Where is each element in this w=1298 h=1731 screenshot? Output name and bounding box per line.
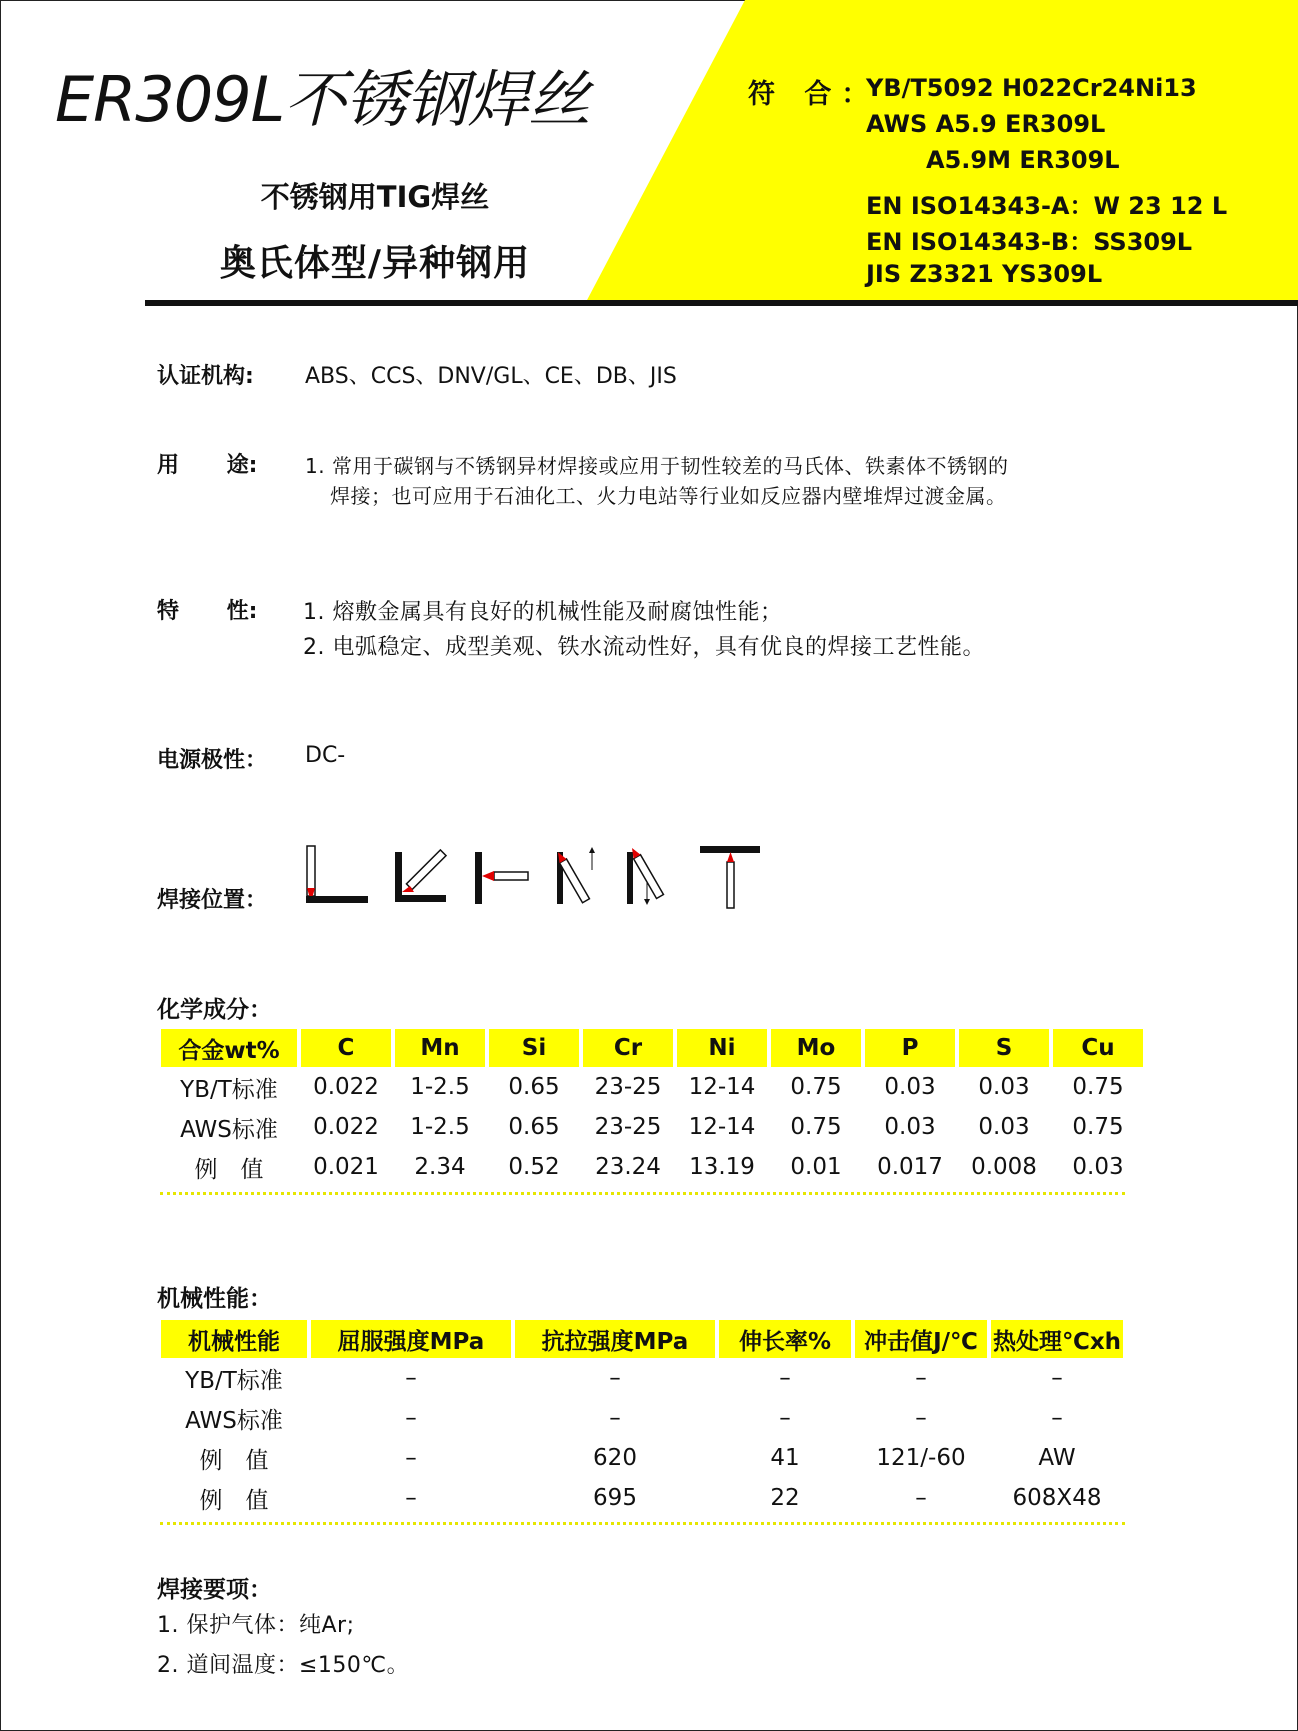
table-cell: 0.017 [877,1154,943,1180]
table-cell: 0.03 [884,1074,936,1100]
column-header: Ni [677,1029,767,1067]
standard-line: EN ISO14343-B：SS309L [866,228,1193,256]
table-cell: 0.022 [313,1074,379,1100]
table-row [161,1478,1123,1518]
standards-label: 符 合： [748,79,879,110]
polarity-label: 电源极性： [157,748,268,773]
column-header: 合金wt% [161,1029,297,1067]
features-label: 特 性: [157,599,258,624]
table-cell: 0.75 [1072,1114,1124,1140]
column-header: Cr [583,1029,673,1067]
table-cell: 0.52 [508,1154,560,1180]
table-cell: 2.34 [414,1154,466,1180]
table-cell: 13.19 [689,1154,755,1180]
table-cell: – [779,1405,791,1431]
table-cell: 121/-60 [876,1445,966,1471]
table-cell: 0.01 [790,1154,842,1180]
table-cell: 1-2.5 [410,1074,470,1100]
table-cell: 0.021 [313,1154,379,1180]
column-header: Mn [395,1029,485,1067]
table-cell: 0.03 [978,1074,1030,1100]
standard-line: AWS A5.9 ER309L [866,110,1106,138]
column-header: 屈服强度MPa [311,1320,511,1358]
standard-line: YB/T5092 H022Cr24Ni13 [866,74,1197,102]
table-cell: 0.022 [313,1114,379,1140]
column-header: Si [489,1029,579,1067]
column-header: 伸长率% [719,1320,851,1358]
table-cell: AWS标准 [180,1116,278,1143]
column-header: P [865,1029,955,1067]
table-cell: 0.75 [790,1074,842,1100]
vertical-down-icon [627,846,663,905]
table-cell: 22 [770,1485,800,1511]
standard-line: JIS Z3321 YS309L [866,260,1103,288]
table-row [161,1147,1143,1187]
product-title: ER309L不锈钢焊丝 [55,63,590,136]
table-cell: 0.03 [884,1114,936,1140]
table-cell: – [609,1365,621,1391]
header-divider [145,300,1298,306]
table-cell: 12-14 [688,1114,756,1140]
table-cell: 0.03 [978,1114,1030,1140]
horizontal-position-icon [475,852,528,904]
column-header: 冲击值J/℃ [855,1320,987,1358]
standard-line: EN ISO14343-A：W 23 12 L [866,192,1228,220]
table-cell: 例 值 [199,1447,269,1474]
table-cell: 0.65 [508,1114,560,1140]
table-cell: – [779,1365,791,1391]
table-cell: – [915,1485,927,1511]
table-cell: – [915,1405,927,1431]
table-cell: – [1051,1405,1063,1431]
table-cell: AWS标准 [185,1407,283,1434]
table-cell: – [915,1365,927,1391]
certification-value: ABS、CCS、DNV/GL、CE、DB、JIS [305,364,677,389]
table-cell: 23-25 [594,1074,662,1100]
table-cell: 695 [593,1485,637,1511]
table-dotted-rule [160,1192,1125,1195]
chemistry-table [157,1029,1147,1187]
table-cell: – [405,1365,417,1391]
table-row [161,1067,1143,1107]
table-cell: 620 [593,1445,637,1471]
vertical-up-icon [555,847,595,904]
column-header: 抗拉强度MPa [515,1320,715,1358]
table-row [161,1438,1123,1478]
table-cell: – [405,1405,417,1431]
column-header: S [959,1029,1049,1067]
column-header: Cu [1053,1029,1143,1067]
table-cell: 1-2.5 [410,1114,470,1140]
feature-line: 2. 电弧稳定、成型美观、铁水流动性好，具有优良的焊接工艺性能。 [303,635,985,660]
table-row [161,1358,1123,1398]
table-cell: 608X48 [1012,1485,1102,1511]
table-cell: 0.65 [508,1074,560,1100]
column-header: 热处理℃xh [991,1320,1123,1358]
table-row [161,1107,1143,1147]
polarity-value: DC- [305,743,346,768]
table-cell: 0.008 [971,1154,1037,1180]
table-header-row [161,1320,1123,1358]
usage-label: 用 途: [157,453,258,478]
product-subtitle: 不锈钢用TIG焊丝 [260,180,490,214]
mechanical-title: 机械性能： [157,1286,272,1312]
table-cell: YB/T标准 [180,1076,278,1103]
mechanical-table [157,1320,1127,1518]
welding-positions [302,844,772,914]
table-header-row [161,1029,1143,1067]
table-dotted-rule [160,1522,1125,1525]
note-item: 1. 保护气体：纯Ar; [157,1613,355,1638]
table-cell: 0.03 [1072,1154,1124,1180]
overhead-position-icon [700,846,760,908]
table-cell: – [609,1405,621,1431]
table-cell: 41 [770,1445,800,1471]
table-cell: 0.75 [1072,1074,1124,1100]
table-cell: 23-25 [594,1114,662,1140]
notes-title: 焊接要项： [157,1577,272,1603]
horizontal-fillet-icon [395,850,446,902]
note-item: 2. 道间温度：≤150℃。 [157,1653,410,1678]
table-cell: 12-14 [688,1074,756,1100]
feature-line: 1. 熔敷金属具有良好的机械性能及耐腐蚀性能； [303,600,783,625]
table-cell: 0.75 [790,1114,842,1140]
table-cell: YB/T标准 [185,1367,283,1394]
table-cell: 例 值 [194,1156,264,1183]
certification-label: 认证机构: [157,364,254,389]
table-cell: 23.24 [595,1154,661,1180]
chemistry-title: 化学成分： [157,997,272,1023]
standard-line: A5.9M ER309L [926,146,1120,174]
table-cell: – [405,1445,417,1471]
product-category: 奥氏体型/异种钢用 [219,243,531,284]
table-cell: AW [1038,1445,1076,1471]
positions-label: 焊接位置： [157,888,268,913]
column-header: C [301,1029,391,1067]
column-header: Mo [771,1029,861,1067]
column-header: 机械性能 [161,1320,307,1358]
usage-line: 焊接；也可应用于石油化工、火力电站等行业如反应器内壁堆焊过渡金属。 [330,484,1007,508]
table-cell: – [405,1485,417,1511]
table-cell: – [1051,1365,1063,1391]
flat-position-icon [306,846,368,903]
table-cell: 例 值 [199,1487,269,1514]
table-row [161,1398,1123,1438]
usage-line: 1. 常用于碳钢与不锈钢异材焊接或应用于韧性较差的马氏体、铁素体不锈钢的 [305,454,1009,478]
